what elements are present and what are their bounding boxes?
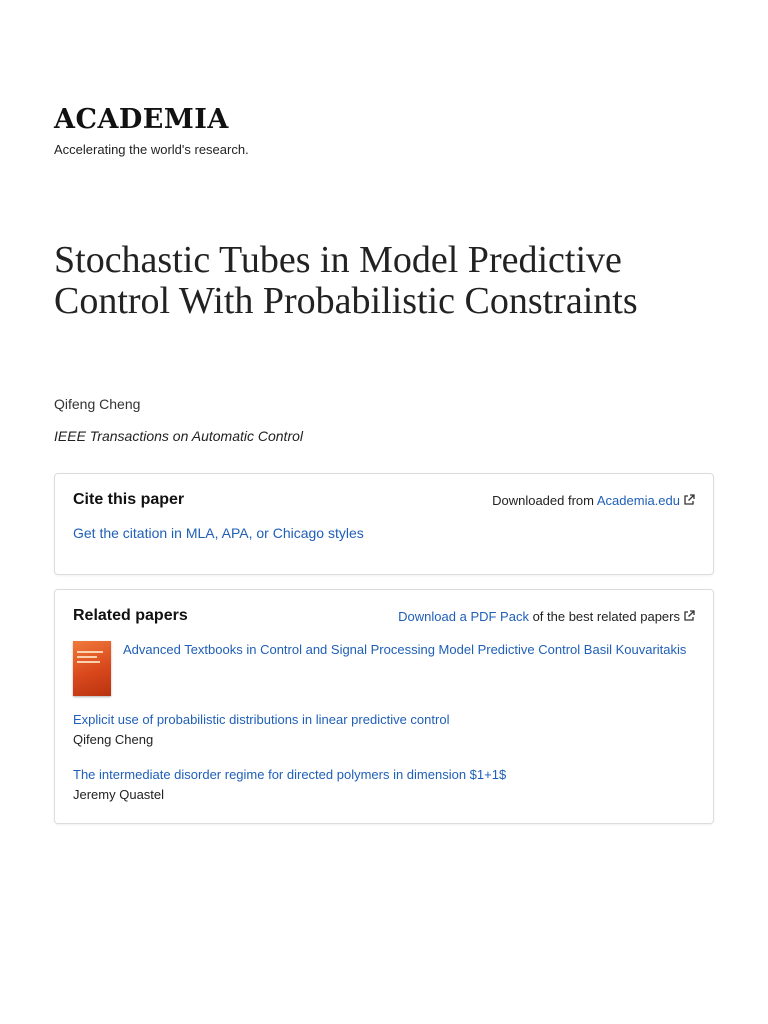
academia-logo[interactable]: ACADEMIA xyxy=(54,104,229,135)
downloaded-from-label: Downloaded from xyxy=(492,493,597,508)
related-paper-author: Qifeng Cheng xyxy=(73,732,154,747)
related-papers-card xyxy=(54,589,714,824)
get-citation-link[interactable]: Get the citation in MLA, APA, or Chicago styles xyxy=(73,525,364,541)
external-link-icon[interactable] xyxy=(683,610,695,622)
related-paper-title[interactable]: The intermediate disorder regime for directed polymers in dimension $1+1$ xyxy=(73,767,507,782)
downloaded-from xyxy=(492,493,695,508)
external-link-icon[interactable] xyxy=(683,494,695,506)
download-pdf-pack xyxy=(398,609,695,624)
related-paper-title[interactable]: Advanced Textbooks in Control and Signal Processing Model Predictive Control Basil Kouvaritakis xyxy=(123,642,687,657)
related-paper-title[interactable]: Explicit use of probabilistic distributions in linear predictive control xyxy=(73,712,450,727)
related-paper-author: Jeremy Quastel xyxy=(73,787,165,802)
download-pdf-pack-link[interactable]: Download a PDF Pack xyxy=(398,609,529,624)
book-cover-thumbnail[interactable] xyxy=(73,641,111,696)
paper-author: Qifeng Cheng xyxy=(54,396,141,412)
cite-card-title: Cite this paper xyxy=(73,491,185,508)
download-pdf-pack-suffix: of the best related papers xyxy=(528,609,680,624)
academia-edu-link[interactable]: Academia.edu xyxy=(596,493,680,508)
tagline: Accelerating the world's research. xyxy=(54,142,249,157)
related-card-title: Related papers xyxy=(73,607,188,624)
cite-paper-card xyxy=(54,473,714,575)
paper-journal: IEEE Transactions on Automatic Control xyxy=(54,428,303,444)
paper-title: Stochastic Tubes in Model Predictive Control With Probabilistic Constraints xyxy=(54,239,638,322)
